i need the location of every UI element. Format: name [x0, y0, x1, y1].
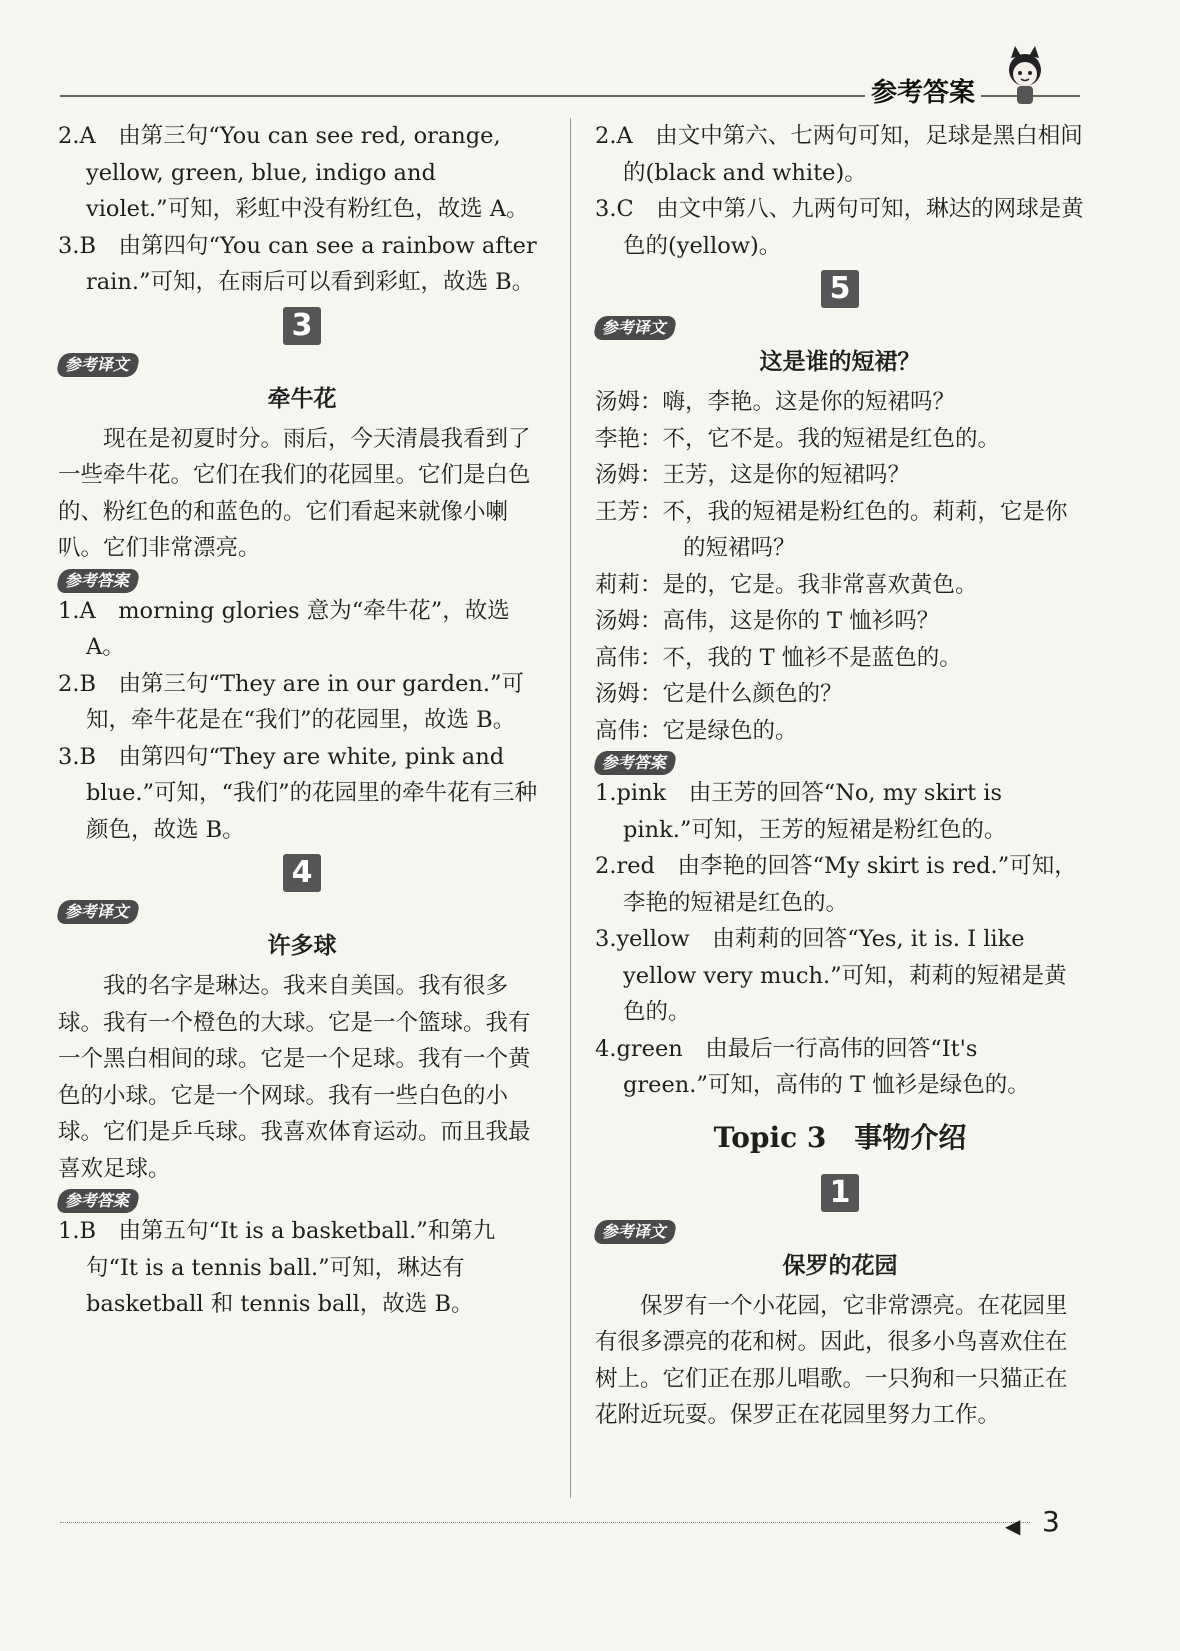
answer-tag: 参考答案 [592, 751, 677, 775]
passage-title: 牵牛花 [267, 385, 337, 412]
passage-text: 现在是初夏时分。雨后，今天清晨我看到了一些牵牛花。它们在我们的花园里。它们是白色的、粉红色的和蓝色的。它们看起来就像小喇叭。它们非常漂亮。 [58, 425, 531, 561]
answer-item: 1.A morning glories 意为“牵牛花”，故选 A。 [58, 597, 510, 660]
passage-title: 许多球 [267, 933, 337, 959]
topic-heading: Topic 3 事物介绍 [713, 1120, 967, 1154]
translation-tag: 参考译文 [592, 316, 677, 340]
answer-item: 2.B 由第三句“They are in our garden.”可知，牵牛花是在“我们”的花园里，故选 B。 [58, 670, 525, 733]
answer-item: 2.A 由文中第六、七两句可知，足球是黑白相间的(black and white)。 [595, 123, 1083, 186]
dialogue-line: 汤姆：嗨，李艳。这是你的短裙吗？ [595, 389, 956, 415]
column-divider [570, 118, 571, 1498]
right-column [595, 118, 1085, 1434]
answer-item: 1.B 由第五句“It is a basketball.”和第九句“It is a tennis ball.”可知，琳达有 basketball 和 tennis ball，故选 B。 [58, 1218, 496, 1317]
dialogue-line: 汤姆：它是什么颜色的？ [595, 681, 843, 707]
mascot-icon [995, 44, 1055, 110]
answer-item: 1.pink 由王芳的回答“No, my skirt is pink.”可知，王芳的短裙是粉红色的。 [595, 780, 1007, 843]
answer-tag: 参考答案 [55, 1189, 140, 1213]
dialogue-line: 莉莉：是的，它是。我非常喜欢黄色。 [595, 571, 978, 598]
answer-tag: 参考答案 [55, 569, 140, 593]
answer-item: 2.A 由第三句“You can see red, orange, yellow, green, blue, indigo and violet.”可知，彩虹中没有粉红色，故选 A。 [58, 123, 529, 222]
dialogue-line: 汤姆：高伟，这是你的 T 恤衫吗？ [595, 608, 940, 634]
answer-item: 3.B 由第四句“They are white, pink and blue.”可知，“我们”的花园里的牵牛花有三种颜色，故选 B。 [58, 743, 538, 843]
dialogue-line: 高伟：不，我的 T 恤衫不是蓝色的。 [595, 644, 962, 671]
passage-text: 我的名字是琳达。我来自美国。我有很多球。我有一个橙色的大球。它是一个篮球。我有一个黑白相间的球。它是一个足球。我有一个黄色的小球。它是一个网球。我有一些白色的小球。它们是乒乓球。我喜欢体育运动。而且我最喜欢足球。 [58, 973, 531, 1182]
answer-item: 4.green 由最后一行高伟的回答“It's green.”可知，高伟的 T 恤衫是绿色的。 [595, 1035, 1030, 1098]
answer-item: 2.red 由李艳的回答“My skirt is red.”可知，李艳的短裙是红色的。 [595, 853, 1077, 916]
section-number: 3 [283, 307, 321, 345]
answer-item: 3.yellow 由莉莉的回答“Yes, it is. I like yellow very much.”可知，莉莉的短裙是黄色的。 [595, 926, 1067, 1025]
left-column [58, 118, 546, 1323]
page-number: 3 [1042, 1505, 1060, 1538]
translation-tag: 参考译文 [55, 353, 140, 377]
section-number: 5 [821, 270, 859, 308]
header-title: 参考答案 [865, 72, 981, 109]
dialogue-line: 汤姆：王芳，这是你的短裙吗？ [595, 462, 911, 488]
translation-tag: 参考译文 [55, 900, 140, 924]
passage-text: 保罗有一个小花园，它非常漂亮。在花园里有很多漂亮的花和树。因此，很多小鸟喜欢住在树上。它们正在那儿唱歌。一只狗和一只猫正在花附近玩耍。保罗正在花园里努力工作。 [595, 1292, 1068, 1428]
arrow-left-icon: ◀ [1005, 1514, 1021, 1538]
footer-rule [60, 1522, 1030, 1523]
dialogue-line: 李艳：不，它不是。我的短裙是红色的。 [595, 425, 1001, 452]
passage-title: 保罗的花园 [782, 1252, 898, 1279]
section-number: 4 [283, 854, 321, 892]
passage-title: 这是谁的短裙？ [759, 349, 921, 375]
translation-tag: 参考译文 [592, 1220, 677, 1244]
dialogue-line: 高伟：它是绿色的。 [595, 717, 798, 744]
section-number: 1 [821, 1174, 859, 1212]
answer-item: 3.B 由第四句“You can see a rainbow after rain.”可知，在雨后可以看到彩虹，故选 B。 [58, 232, 537, 295]
dialogue-line: 王芳：不，我的短裙是粉红色的。莉莉，它是你的短裙吗？ [595, 498, 1068, 561]
answer-item: 3.C 由文中第八、九两句可知，琳达的网球是黄色的(yellow)。 [595, 196, 1084, 259]
